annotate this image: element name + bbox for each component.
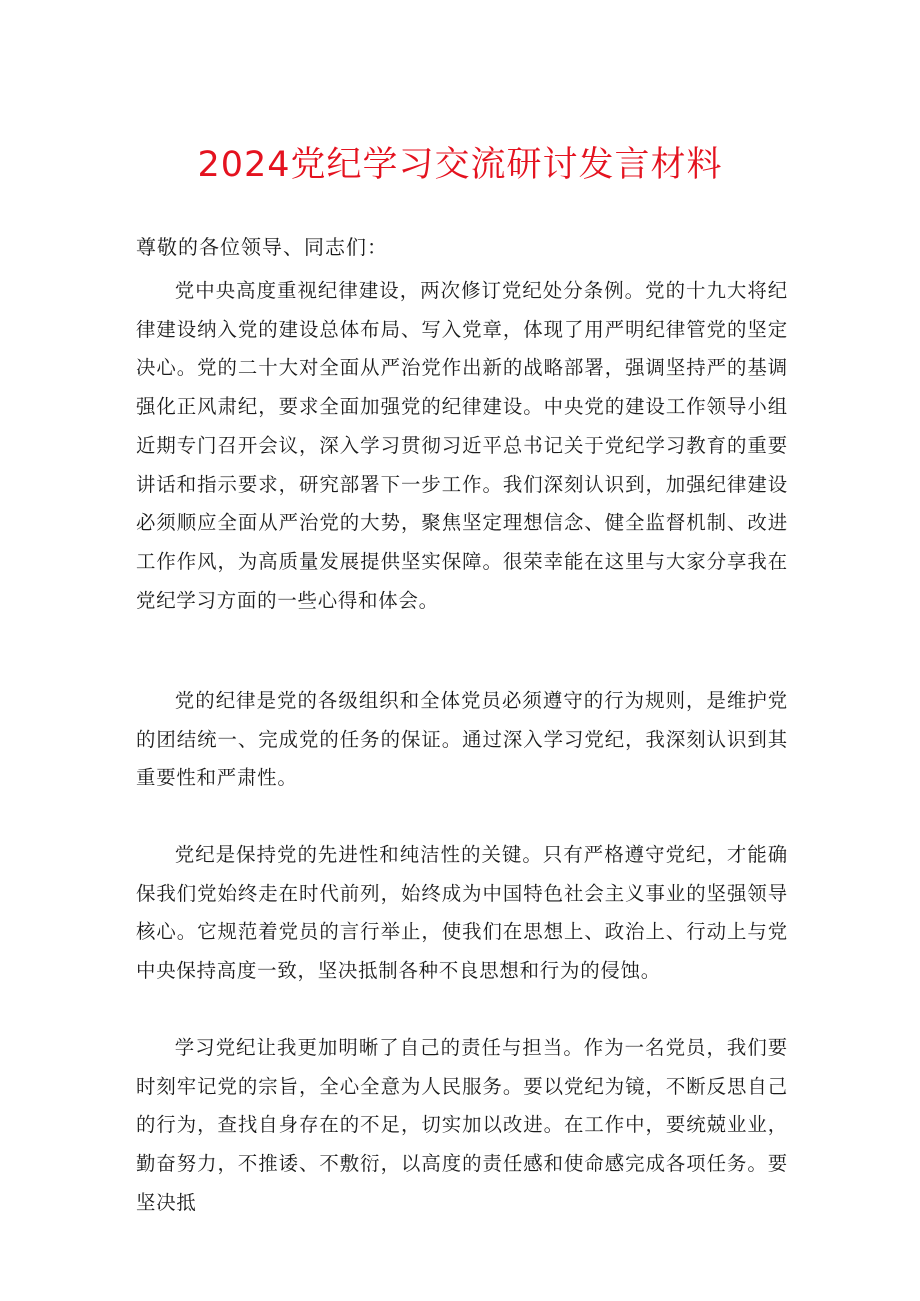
document-title: 2024党纪学习交流研讨发言材料 (197, 145, 723, 185)
paragraph-responsibility: 学习党纪让我更加明晰了自己的责任与担当。作为一名党员，我们要时刻牢记党的宗旨，全心全意为人民服务。要以党纪为镜，不断反思自己的行为，查找自身存在的不足，切实加以改进。在工作中，要统兢业业，勤奋努力，不推诿、不敷衍，以高度的责任感和使命感完成各项任务。要坚决抵 (136, 1036, 788, 1214)
paragraph-discipline-rules: 党的纪律是党的各级组织和全体党员必须遵守的行为规则，是维护党的团结统一、完成党的任务的保证。通过深入学习党纪，我深刻认识到其重要性和严肃性。 (136, 689, 788, 790)
paragraph-intro: 党中央高度重视纪律建设，两次修订党纪处分条例。党的十九大将纪律建设纳入党的建设总体布局、写入党章，体现了用严明纪律管党的坚定决心。党的二十大对全面从严治党作出新的战略部署，强调坚持严的基调强化正风肃纪，要求全面加强党的纪律建设。中央党的建设工作领导小组近期专门召开会议，深入学习贯彻习近平总书记关于党纪学习教育的重要讲话和指示要求，研究部署下一步工作。我们深刻认识到，加强纪律建设必须顺应全面从严治党的大势，聚焦坚定理想信念、健全监督机制、改进工作作风，为高质量发展提供坚实保障。很荣幸能在这里与大家分享我在党纪学习方面的一些心得和体会。 (136, 279, 788, 612)
paragraph-advancement: 党纪是保持党的先进性和纯洁性的关键。只有严格遵守党纪，才能确保我们党始终走在时代前列，始终成为中国特色社会主义事业的坚强领导核心。它规范着党员的言行举止，使我们在思想上、政治上、行动上与党中央保持高度一致，坚决抵制各种不良思想和行为的侵蚀。 (136, 843, 788, 983)
greeting: 尊敬的各位领导、同志们： (136, 235, 388, 259)
